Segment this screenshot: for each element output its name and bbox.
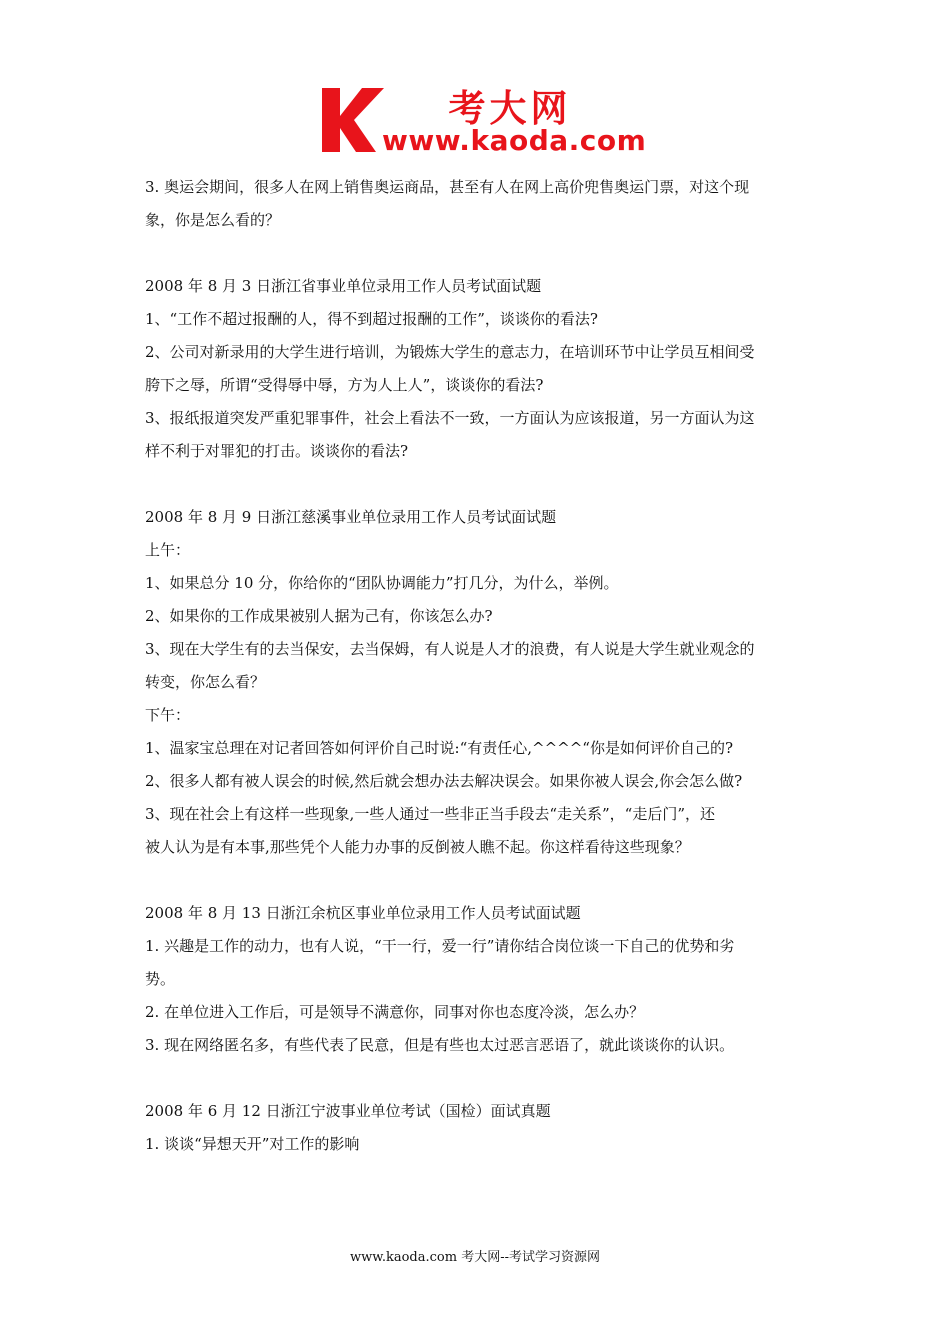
text-line: 2、公司对新录用的大学生进行培训，为锻炼大学生的意志力，在培训环节中让学员互相间受 bbox=[145, 343, 755, 361]
paragraph-gap bbox=[145, 237, 815, 270]
kaoda-logo bbox=[318, 80, 647, 162]
logo-url-text: www.kaoda.com bbox=[382, 124, 647, 157]
text-line: 3、现在社会上有这样一些现象,一些人通过一些非正当手段去“走关系”，“走后门”，还 bbox=[145, 805, 715, 823]
text-line: 2008 年 8 月 9 日浙江慈溪事业单位录用工作人员考试面试题 bbox=[145, 508, 557, 526]
text-line: 2、很多人都有被人误会的时候,然后就会想办法去解决误会。如果你被人误会,你会怎么做? bbox=[145, 772, 743, 790]
text-line: 3、报纸报道突发严重犯罪事件，社会上看法不一致，一方面认为应该报道，另一方面认为这 bbox=[145, 409, 755, 427]
text-line: 1、温家宝总理在对记者回答如何评价自己时说:“有责任心,^^^^“你是如何评价自己的? bbox=[145, 739, 734, 757]
text-line: 上午： bbox=[145, 541, 191, 559]
text-line: 2008 年 6 月 12 日浙江宁波事业单位考试（国检）面试真题 bbox=[145, 1102, 551, 1120]
text-line: 2、如果你的工作成果被别人据为己有，你该怎么办? bbox=[145, 607, 493, 625]
text-line: 1. 兴趣是工作的动力，也有人说，“干一行，爱一行”请你结合岗位谈一下自己的优势和劣 bbox=[145, 937, 735, 955]
text-line: 2. 在单位进入工作后，可是领导不满意你，同事对你也态度冷淡，怎么办？ bbox=[145, 1003, 645, 1021]
text-line: 1、“工作不超过报酬的人，得不到超过报酬的工作”，谈谈你的看法? bbox=[145, 310, 598, 328]
text-line: 2008 年 8 月 3 日浙江省事业单位录用工作人员考试面试题 bbox=[145, 277, 542, 295]
text-line: 势。 bbox=[145, 970, 176, 988]
text-line: 3. 奥运会期间，很多人在网上销售奥运商品，甚至有人在网上高价兜售奥运门票，对这个现 bbox=[145, 178, 750, 196]
page-footer: www.kaoda.com 考大网--考试学习资源网 bbox=[350, 1250, 600, 1265]
logo-chinese-text: 考大网 bbox=[448, 87, 572, 130]
paragraph-gap bbox=[145, 1062, 815, 1095]
text-line: 1. 谈谈“异想天开”对工作的影响 bbox=[145, 1135, 360, 1153]
paragraph-gap bbox=[145, 864, 815, 897]
k-logo-mark-icon bbox=[318, 80, 390, 156]
text-line: 3、现在大学生有的去当保安，去当保姆，有人说是人才的浪费，有人说是大学生就业观念的 bbox=[145, 640, 755, 658]
paragraph-gap bbox=[145, 468, 815, 501]
text-line: 下午： bbox=[145, 706, 191, 724]
text-line: 象，你是怎么看的？ bbox=[145, 211, 281, 229]
text-line: 被人认为是有本事,那些凭个人能力办事的反倒被人瞧不起。你这样看待这些现象？ bbox=[145, 838, 690, 856]
text-line: 2008 年 8 月 13 日浙江余杭区事业单位录用工作人员考试面试题 bbox=[145, 904, 581, 922]
text-line: 转变，你怎么看？ bbox=[145, 673, 266, 691]
text-line: 胯下之辱，所谓“受得辱中辱，方为人上人”，谈谈你的看法? bbox=[145, 376, 544, 394]
text-line: 3. 现在网络匿名多，有些代表了民意，但是有些也太过恶言恶语了，就此谈谈你的认识。 bbox=[145, 1036, 735, 1054]
document-body bbox=[145, 171, 815, 1161]
text-line: 1、如果总分 10 分，你给你的“团队协调能力”打几分，为什么，举例。 bbox=[145, 574, 619, 592]
text-line: 样不利于对罪犯的打击。谈谈你的看法? bbox=[145, 442, 409, 460]
